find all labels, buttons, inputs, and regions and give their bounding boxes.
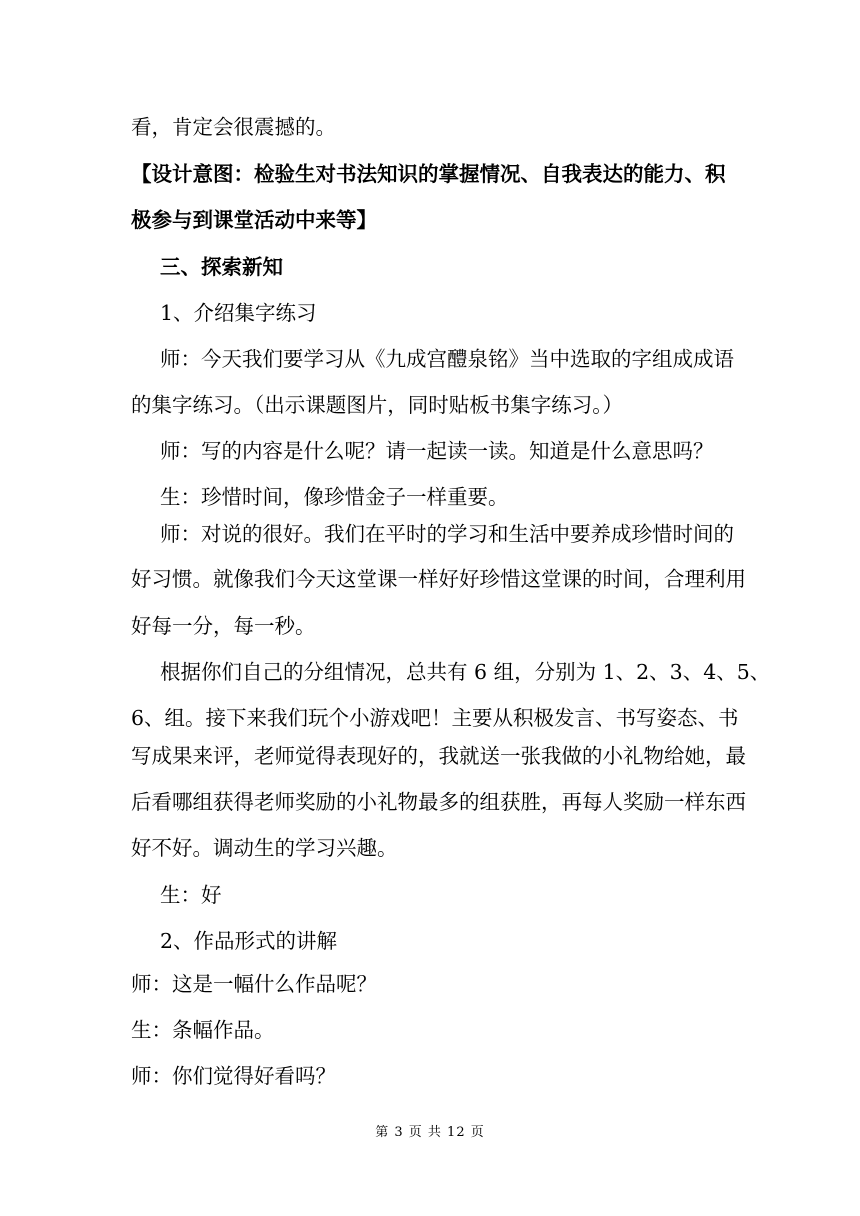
paragraph-line: 师：今天我们要学习从《九成宫醴泉铭》当中选取的字组成成语 — [160, 347, 734, 371]
paragraph-line: 后看哪组获得老师奖励的小礼物最多的组获胜，再每人奖励一样东西 — [131, 790, 746, 814]
subsection-heading: 1、介绍集字练习 — [160, 301, 317, 325]
design-intent-line: 【设计意图：检验生对书法知识的掌握情况、自我表达的能力、积 — [131, 162, 726, 186]
paragraph-line: 师：写的内容是什么呢？请一起读一读。知道是什么意思吗？ — [160, 439, 714, 463]
paragraph-line: 生：条幅作品。 — [131, 1018, 275, 1042]
design-intent-line: 极参与到课堂活动中来等】 — [131, 208, 377, 232]
paragraph-line: 写成果来评，老师觉得表现好的，我就送一张我做的小礼物给她，最 — [131, 744, 746, 768]
paragraph-line: 师：这是一幅什么作品呢？ — [131, 972, 377, 996]
paragraph-line: 6、组。接下来我们玩个小游戏吧！主要从积极发言、书写姿态、书 — [131, 706, 739, 730]
paragraph-line: 根据你们自己的分组情况，总共有 6 组，分别为 1、2、3、4、5、 — [160, 660, 771, 684]
paragraph-line: 师：对说的很好。我们在平时的学习和生活中要养成珍惜时间的 — [160, 522, 734, 546]
section-heading: 三、探索新知 — [160, 255, 283, 279]
subsection-heading: 2、作品形式的讲解 — [160, 929, 338, 953]
paragraph-line: 师：你们觉得好看吗？ — [131, 1064, 336, 1088]
paragraph-line: 好每一分，每一秒。 — [131, 614, 316, 638]
paragraph-line: 好不好。调动生的学习兴趣。 — [131, 836, 398, 860]
paragraph-line: 的集字练习。（出示课题图片，同时贴板书集字练习。） — [131, 393, 623, 417]
paragraph-line: 看，肯定会很震撼的。 — [131, 115, 336, 139]
paragraph-line: 生：珍惜时间，像珍惜金子一样重要。 — [160, 485, 509, 509]
page-footer: 第 3 页 共 12 页 — [375, 1125, 485, 1140]
paragraph-line: 好习惯。就像我们今天这堂课一样好好珍惜这堂课的时间，合理利用 — [131, 567, 746, 591]
paragraph-line: 生：好 — [160, 883, 222, 907]
